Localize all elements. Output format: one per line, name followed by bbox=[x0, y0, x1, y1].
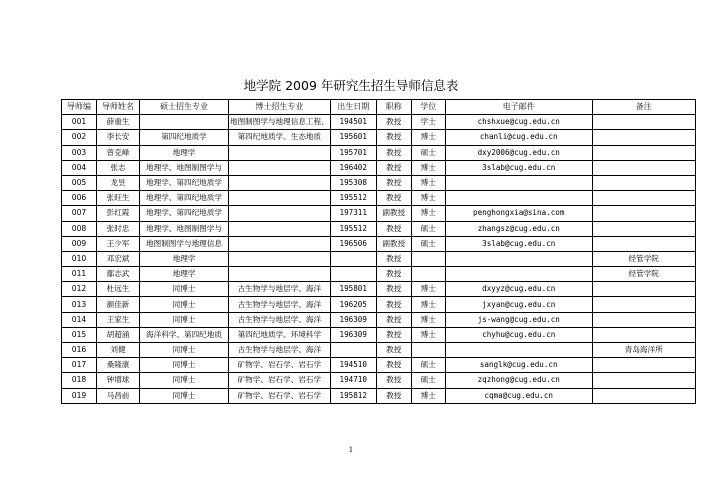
degree-cell: 博士 bbox=[411, 175, 445, 190]
title-rank-cell: 教授 bbox=[376, 251, 411, 266]
advisor-id-cell: 019 bbox=[62, 388, 97, 403]
remark-cell: 经管学院 bbox=[592, 251, 695, 266]
birth-date-cell: 194510 bbox=[330, 358, 376, 373]
master-major-cell: 地理学、第四纪地质学 bbox=[140, 191, 229, 206]
master-major-cell: 同博士 bbox=[140, 343, 229, 358]
remark-cell bbox=[592, 160, 695, 175]
table-row bbox=[62, 160, 696, 175]
title-rank-cell: 教授 bbox=[376, 160, 411, 175]
master-major-cell: 同博士 bbox=[140, 388, 229, 403]
master-major-cell: 同博士 bbox=[140, 297, 229, 312]
table-row bbox=[62, 358, 696, 373]
birth-date-cell bbox=[330, 267, 376, 282]
doctor-major-cell bbox=[229, 175, 331, 190]
remark-cell bbox=[592, 358, 695, 373]
email-cell[interactable]: chanli@cug.edu.cn bbox=[445, 130, 592, 145]
title-rank-cell: 教授 bbox=[376, 175, 411, 190]
table-row bbox=[62, 297, 696, 312]
advisor-id-cell: 011 bbox=[62, 267, 97, 282]
table-row bbox=[62, 145, 696, 160]
email-cell[interactable]: cqma@cug.edu.cn bbox=[445, 388, 592, 403]
degree-cell: 硕士 bbox=[411, 145, 445, 160]
advisor-name-cell: 马昌前 bbox=[97, 388, 140, 403]
table-row bbox=[62, 221, 696, 236]
title-rank-cell: 教授 bbox=[376, 191, 411, 206]
birth-date-cell: 195801 bbox=[330, 282, 376, 297]
doctor-major-cell: 第四纪地质学、生态地质 bbox=[229, 130, 331, 145]
table-row bbox=[62, 191, 696, 206]
doctor-major-cell bbox=[229, 160, 331, 175]
doctor-major-cell: 矿物学、岩石学、岩石学 bbox=[229, 358, 331, 373]
advisor-name-cell: 王少军 bbox=[97, 236, 140, 251]
email-cell bbox=[445, 267, 592, 282]
table-row bbox=[62, 130, 696, 145]
master-major-cell: 同博士 bbox=[140, 282, 229, 297]
master-major-cell: 同博士 bbox=[140, 373, 229, 388]
advisor-id-cell: 001 bbox=[62, 115, 97, 130]
advisor-name-cell: 彭红霞 bbox=[97, 206, 140, 221]
email-cell[interactable]: js-wang@cug.edu.cn bbox=[445, 312, 592, 327]
advisor-name-cell: 钟增球 bbox=[97, 373, 140, 388]
degree-cell: 博士 bbox=[411, 160, 445, 175]
doctor-major-cell bbox=[229, 236, 331, 251]
table-row bbox=[62, 267, 696, 282]
email-cell[interactable]: 3slab@cug.edu.cn bbox=[445, 160, 592, 175]
degree-cell bbox=[411, 267, 445, 282]
column-header-advisor-name: 导师姓名 bbox=[97, 100, 140, 115]
email-cell[interactable]: zqzhong@cug.edu.cn bbox=[445, 373, 592, 388]
doctor-major-cell bbox=[229, 206, 331, 221]
master-major-cell: 同博士 bbox=[140, 312, 229, 327]
column-header-advisor-id: 导师编 bbox=[62, 100, 97, 115]
document-title: 地学院 2009 年研究生招生导师信息表 bbox=[243, 78, 459, 93]
advisor-table bbox=[61, 99, 696, 404]
remark-cell: 经管学院 bbox=[592, 267, 695, 282]
birth-date-cell: 194710 bbox=[330, 373, 376, 388]
doctor-major-cell bbox=[229, 191, 331, 206]
column-header-master-major: 硕士招生专业 bbox=[140, 100, 229, 115]
table-body bbox=[62, 115, 696, 404]
doctor-major-cell: 地图制图学与地理信息工程、 bbox=[229, 115, 331, 130]
master-major-cell: 地理学 bbox=[140, 267, 229, 282]
master-major-cell: 地理学、第四纪地质学 bbox=[140, 206, 229, 221]
title-rank-cell: 教授 bbox=[376, 373, 411, 388]
email-cell[interactable]: sanglk@cug.edu.cn bbox=[445, 358, 592, 373]
table-row bbox=[62, 175, 696, 190]
email-cell bbox=[445, 343, 592, 358]
advisor-name-cell: 王家生 bbox=[97, 312, 140, 327]
master-major-cell bbox=[140, 115, 229, 130]
title-rank-cell: 教授 bbox=[376, 115, 411, 130]
table-row bbox=[62, 373, 696, 388]
advisor-id-cell: 013 bbox=[62, 297, 97, 312]
advisor-name-cell: 鄢志武 bbox=[97, 267, 140, 282]
column-header-title-rank: 职称 bbox=[376, 100, 411, 115]
advisor-name-cell: 张志 bbox=[97, 160, 140, 175]
degree-cell: 博士 bbox=[411, 206, 445, 221]
doctor-major-cell: 第四纪地质学、环境科学 bbox=[229, 327, 331, 342]
email-cell[interactable]: chshxue@cug.edu.cn bbox=[445, 115, 592, 130]
advisor-name-cell: 龙昱 bbox=[97, 175, 140, 190]
advisor-name-cell: 桑隆康 bbox=[97, 358, 140, 373]
remark-cell bbox=[592, 221, 695, 236]
birth-date-cell: 196309 bbox=[330, 312, 376, 327]
birth-date-cell: 195601 bbox=[330, 130, 376, 145]
email-cell bbox=[445, 191, 592, 206]
title-rank-cell: 教授 bbox=[376, 297, 411, 312]
doctor-major-cell bbox=[229, 251, 331, 266]
remark-cell bbox=[592, 191, 695, 206]
advisor-name-cell: 胡超涌 bbox=[97, 327, 140, 342]
column-header-degree: 学位 bbox=[411, 100, 445, 115]
master-major-cell: 同博士 bbox=[140, 358, 229, 373]
column-header-doctor-major: 博士招生专业 bbox=[229, 100, 331, 115]
advisor-id-cell: 014 bbox=[62, 312, 97, 327]
degree-cell: 博士 bbox=[411, 130, 445, 145]
table-row bbox=[62, 236, 696, 251]
advisor-id-cell: 008 bbox=[62, 221, 97, 236]
remark-cell bbox=[592, 327, 695, 342]
table-row bbox=[62, 388, 696, 403]
doctor-major-cell bbox=[229, 145, 331, 160]
master-major-cell: 地理学 bbox=[140, 145, 229, 160]
advisor-name-cell: 张时忠 bbox=[97, 221, 140, 236]
email-cell[interactable]: penghongxia@sina.com bbox=[445, 206, 592, 221]
doctor-major-cell bbox=[229, 267, 331, 282]
email-cell bbox=[445, 251, 592, 266]
doctor-major-cell: 矿物学、岩石学、岩石学 bbox=[229, 373, 331, 388]
email-cell[interactable]: 3slab@cug.edu.cn bbox=[445, 236, 592, 251]
degree-cell: 硕士 bbox=[411, 373, 445, 388]
master-major-cell: 第四纪地质学 bbox=[140, 130, 229, 145]
remark-cell bbox=[592, 145, 695, 160]
column-header-birth-date: 出生日期 bbox=[330, 100, 376, 115]
master-major-cell: 地图制图学与地理信息 bbox=[140, 236, 229, 251]
advisor-name-cell: 杜远生 bbox=[97, 282, 140, 297]
advisor-id-cell: 003 bbox=[62, 145, 97, 160]
birth-date-cell: 196402 bbox=[330, 160, 376, 175]
email-cell[interactable]: chyhu@cug.edu.cn bbox=[445, 327, 592, 342]
doctor-major-cell bbox=[229, 221, 331, 236]
advisor-id-cell: 007 bbox=[62, 206, 97, 221]
remark-cell bbox=[592, 236, 695, 251]
advisor-id-cell: 016 bbox=[62, 343, 97, 358]
degree-cell: 博士 bbox=[411, 191, 445, 206]
advisor-name-cell: 邓宏斌 bbox=[97, 251, 140, 266]
title-rank-cell: 教授 bbox=[376, 267, 411, 282]
doctor-major-cell: 古生物学与地层学、海洋 bbox=[229, 282, 331, 297]
degree-cell bbox=[411, 251, 445, 266]
email-cell[interactable]: jxyan@cug.edu.cn bbox=[445, 297, 592, 312]
advisor-name-cell: 张旺生 bbox=[97, 191, 140, 206]
advisor-name-cell: 刘健 bbox=[97, 343, 140, 358]
remark-cell bbox=[592, 282, 695, 297]
advisor-id-cell: 017 bbox=[62, 358, 97, 373]
table-row bbox=[62, 282, 696, 297]
table-row bbox=[62, 343, 696, 358]
degree-cell: 博士 bbox=[411, 282, 445, 297]
remark-cell bbox=[592, 206, 695, 221]
master-major-cell: 地理学、地图制图学与 bbox=[140, 221, 229, 236]
title-rank-cell: 副教授 bbox=[376, 236, 411, 251]
title-rank-cell: 教授 bbox=[376, 312, 411, 327]
table-header-row bbox=[62, 100, 696, 115]
title-rank-cell: 教授 bbox=[376, 282, 411, 297]
email-cell[interactable]: dxyyz@cug.edu.cn bbox=[445, 282, 592, 297]
remark-cell bbox=[592, 297, 695, 312]
degree-cell: 博士 bbox=[411, 388, 445, 403]
advisor-name-cell: 颜佳新 bbox=[97, 297, 140, 312]
master-major-cell: 地理学、第四纪地质学 bbox=[140, 175, 229, 190]
title-rank-cell: 教授 bbox=[376, 130, 411, 145]
doctor-major-cell: 古生物学与地层学、海洋 bbox=[229, 343, 331, 358]
degree-cell bbox=[411, 343, 445, 358]
birth-date-cell: 195308 bbox=[330, 175, 376, 190]
birth-date-cell bbox=[330, 343, 376, 358]
advisor-name-cell: 李长安 bbox=[97, 130, 140, 145]
birth-date-cell: 194501 bbox=[330, 115, 376, 130]
remark-cell bbox=[592, 373, 695, 388]
birth-date-cell: 196309 bbox=[330, 327, 376, 342]
advisor-id-cell: 006 bbox=[62, 191, 97, 206]
degree-cell: 硕士 bbox=[411, 236, 445, 251]
table-row bbox=[62, 206, 696, 221]
master-major-cell: 地理学 bbox=[140, 251, 229, 266]
master-major-cell: 地理学、地图制图学与 bbox=[140, 160, 229, 175]
advisor-id-cell: 005 bbox=[62, 175, 97, 190]
email-cell bbox=[445, 175, 592, 190]
doctor-major-cell: 古生物学与地层学、海洋 bbox=[229, 297, 331, 312]
title-rank-cell: 教授 bbox=[376, 343, 411, 358]
master-major-cell: 海洋科学、第四纪地质 bbox=[140, 327, 229, 342]
table-row bbox=[62, 327, 696, 342]
email-cell[interactable]: dxy2006@cug.edu.cn bbox=[445, 145, 592, 160]
remark-cell: 青岛海洋所 bbox=[592, 343, 695, 358]
remark-cell bbox=[592, 388, 695, 403]
advisor-id-cell: 002 bbox=[62, 130, 97, 145]
title-rank-cell: 副教授 bbox=[376, 206, 411, 221]
birth-date-cell: 195512 bbox=[330, 221, 376, 236]
degree-cell: 博士 bbox=[411, 297, 445, 312]
advisor-id-cell: 009 bbox=[62, 236, 97, 251]
degree-cell: 学士 bbox=[411, 115, 445, 130]
column-header-remark: 备注 bbox=[592, 100, 695, 115]
advisor-id-cell: 010 bbox=[62, 251, 97, 266]
table-row bbox=[62, 115, 696, 130]
advisor-id-cell: 004 bbox=[62, 160, 97, 175]
remark-cell bbox=[592, 175, 695, 190]
table-row bbox=[62, 312, 696, 327]
remark-cell bbox=[592, 312, 695, 327]
column-header-email: 电子邮件 bbox=[445, 100, 592, 115]
advisor-name-cell: 薛重生 bbox=[97, 115, 140, 130]
doctor-major-cell: 矿物学、岩石学、岩石学 bbox=[229, 388, 331, 403]
degree-cell: 硕士 bbox=[411, 358, 445, 373]
title-rank-cell: 教授 bbox=[376, 145, 411, 160]
title-rank-cell: 教授 bbox=[376, 388, 411, 403]
title-rank-cell: 教授 bbox=[376, 358, 411, 373]
advisor-id-cell: 012 bbox=[62, 282, 97, 297]
advisor-id-cell: 018 bbox=[62, 373, 97, 388]
remark-cell bbox=[592, 115, 695, 130]
birth-date-cell: 195812 bbox=[330, 388, 376, 403]
table-row bbox=[62, 251, 696, 266]
email-cell[interactable]: zhangsz@cug.edu.cn bbox=[445, 221, 592, 236]
degree-cell: 博士 bbox=[411, 312, 445, 327]
doctor-major-cell: 古生物学与地层学、海洋 bbox=[229, 312, 331, 327]
birth-date-cell: 195701 bbox=[330, 145, 376, 160]
advisor-name-cell: 曾克峰 bbox=[97, 145, 140, 160]
birth-date-cell: 195512 bbox=[330, 191, 376, 206]
birth-date-cell bbox=[330, 251, 376, 266]
birth-date-cell: 196506 bbox=[330, 236, 376, 251]
birth-date-cell: 196205 bbox=[330, 297, 376, 312]
advisor-id-cell: 015 bbox=[62, 327, 97, 342]
title-rank-cell: 教授 bbox=[376, 327, 411, 342]
degree-cell: 硕士 bbox=[411, 221, 445, 236]
page-number: 1 bbox=[348, 446, 354, 454]
degree-cell: 博士 bbox=[411, 327, 445, 342]
birth-date-cell: 197311 bbox=[330, 206, 376, 221]
remark-cell bbox=[592, 130, 695, 145]
title-rank-cell: 教授 bbox=[376, 221, 411, 236]
